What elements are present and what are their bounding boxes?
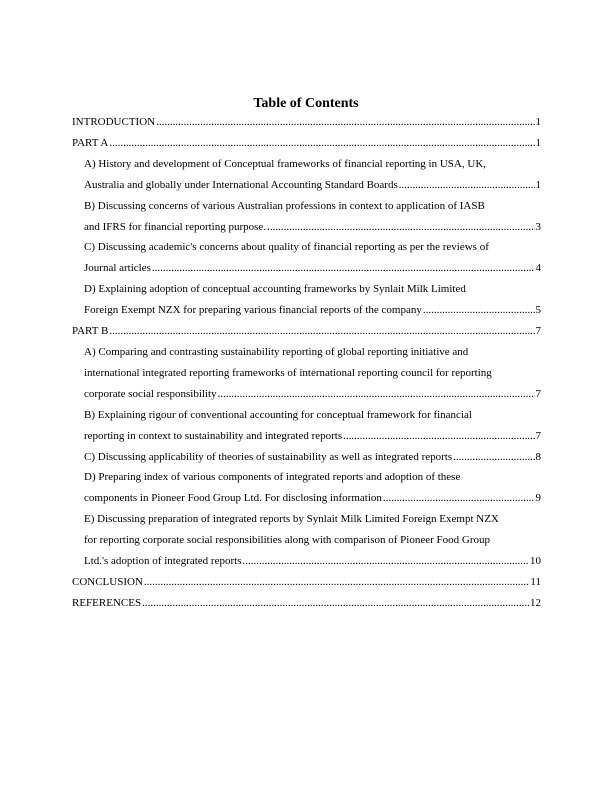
toc-page-number: 9: [535, 492, 541, 505]
toc-page-number: 7: [535, 429, 541, 442]
toc-subsection-entry[interactable]: [72, 154, 541, 196]
dot-leader: [152, 258, 535, 279]
toc-entry-line: [84, 384, 541, 405]
toc-subsection-entry[interactable]: [72, 467, 541, 509]
toc-entry-line: [84, 300, 541, 321]
dot-leader: [242, 551, 529, 572]
toc-entry-line: [72, 572, 541, 593]
toc-entry-text: INTRODUCTION: [72, 116, 156, 128]
toc-page-number: 1: [535, 116, 541, 128]
toc-subsection-entry[interactable]: [72, 405, 541, 447]
toc-section-entry[interactable]: [72, 593, 541, 614]
toc-entry-line: [84, 175, 541, 196]
toc-entry-line: [72, 112, 541, 133]
toc-entry-text: components in Pioneer Food Group Ltd. For disclosing information: [84, 492, 382, 505]
toc-entry-text: international integrated reporting frameworks of international reporting council for reporting: [84, 366, 492, 379]
toc-entry-text: Journal articles: [84, 262, 151, 275]
toc-entry-line: [84, 488, 541, 509]
toc-page-number: 3: [535, 220, 541, 233]
toc-entry-line: [72, 321, 541, 342]
toc-entry-line: [72, 593, 541, 614]
dot-leader: [109, 133, 534, 154]
toc-subsection-entry[interactable]: [72, 279, 541, 321]
toc-section-entry[interactable]: [72, 321, 541, 342]
toc-page-number: 7: [535, 387, 541, 400]
toc-page-number: 11: [530, 575, 541, 588]
toc-entry-text: for reporting corporate social responsibilities along with comparison of Pioneer Food Group: [84, 534, 490, 547]
toc-page-number: 7: [535, 325, 541, 338]
toc-entry-text: REFERENCES: [72, 596, 142, 609]
dot-leader: [109, 321, 534, 342]
dot-leader: [343, 426, 534, 447]
toc-subsection-entry[interactable]: [72, 237, 541, 279]
toc-entry-text: B) Explaining rigour of conventional accounting for conceptual framework for financial: [84, 408, 472, 421]
toc-entry-text: A) Comparing and contrasting sustainability reporting of global reporting initiative and: [84, 345, 469, 358]
toc-subsection-entry[interactable]: [72, 196, 541, 238]
toc-subsection-entry[interactable]: [72, 447, 541, 468]
toc-entry-text: D) Preparing index of various components of integrated reports and adoption of these: [84, 471, 461, 484]
toc-entry-line: [84, 342, 541, 363]
toc-section-entry[interactable]: [72, 112, 541, 133]
toc-entry-text: PART A: [72, 136, 109, 149]
dot-leader: [399, 175, 535, 196]
toc-entry-text: corporate social responsibility: [84, 387, 217, 400]
toc-page-number: 10: [530, 555, 541, 568]
toc-entry-text: and IFRS for financial reporting purpose.: [84, 220, 267, 233]
toc-entry-text: E) Discussing preparation of integrated reports by Synlait Milk Limited Foreign Exempt NZX: [84, 513, 499, 526]
toc-entry-text: Ltd.'s adoption of integrated reports: [84, 555, 242, 568]
toc-entry-text: C) Discussing academic's concerns about quality of financial reporting as per the reviews of: [84, 241, 489, 254]
toc-entry-line: [84, 405, 541, 426]
dot-leader: [383, 488, 535, 509]
toc-entry-line: [84, 426, 541, 447]
toc-page-number: 1: [535, 178, 541, 191]
toc-entry-line: [84, 363, 541, 384]
toc-entry-line: [84, 217, 541, 238]
toc-page-number: 1: [535, 136, 541, 149]
toc-entry-text: C) Discussing applicability of theories of sustainability as well as integrated reports: [84, 450, 453, 463]
toc-entry-text: Foreign Exempt NZX for preparing various financial reports of the company: [84, 304, 422, 317]
toc-section-entry[interactable]: [72, 133, 541, 154]
table-of-contents: [72, 112, 541, 614]
dot-leader: [218, 384, 535, 405]
toc-entry-text: reporting in context to sustainability and integrated reports: [84, 429, 343, 442]
toc-entry-line: [84, 196, 541, 217]
toc-entry-text: Australia and globally under International Accounting Standard Boards: [84, 178, 398, 191]
dot-leader: [267, 217, 534, 238]
toc-subsection-entry[interactable]: [72, 342, 541, 405]
toc-section-entry[interactable]: [72, 572, 541, 593]
toc-entry-text: A) History and development of Conceptual frameworks of financial reporting in USA, UK,: [84, 157, 487, 170]
dot-leader: [453, 447, 534, 468]
toc-entry-text: CONCLUSION: [72, 575, 143, 588]
toc-entry-text: PART B: [72, 325, 109, 338]
toc-title: Table of Contents: [253, 96, 359, 111]
toc-entry-line: [84, 447, 541, 468]
toc-page-number: 4: [535, 262, 541, 275]
toc-entry-line: [84, 154, 541, 175]
toc-page-number: 12: [530, 596, 541, 609]
toc-entry-text: D) Explaining adoption of conceptual accounting frameworks by Synlait Milk Limited: [84, 283, 466, 296]
toc-entry-line: [84, 258, 541, 279]
dot-leader: [142, 593, 529, 614]
dot-leader: [423, 300, 535, 321]
toc-subsection-entry[interactable]: [72, 509, 541, 572]
toc-entry-line: [84, 279, 541, 300]
toc-page-number: 5: [535, 304, 541, 317]
toc-entry-text: B) Discussing concerns of various Australian professions in context to application of IASB: [84, 199, 485, 212]
toc-entry-line: [84, 237, 541, 258]
toc-page-number: 8: [535, 450, 541, 463]
toc-entry-line: [84, 530, 541, 551]
toc-entry-line: [84, 509, 541, 530]
dot-leader: [156, 112, 534, 133]
dot-leader: [144, 572, 530, 593]
toc-entry-line: [84, 551, 541, 572]
toc-entry-line: [84, 467, 541, 488]
toc-entry-line: [72, 133, 541, 154]
